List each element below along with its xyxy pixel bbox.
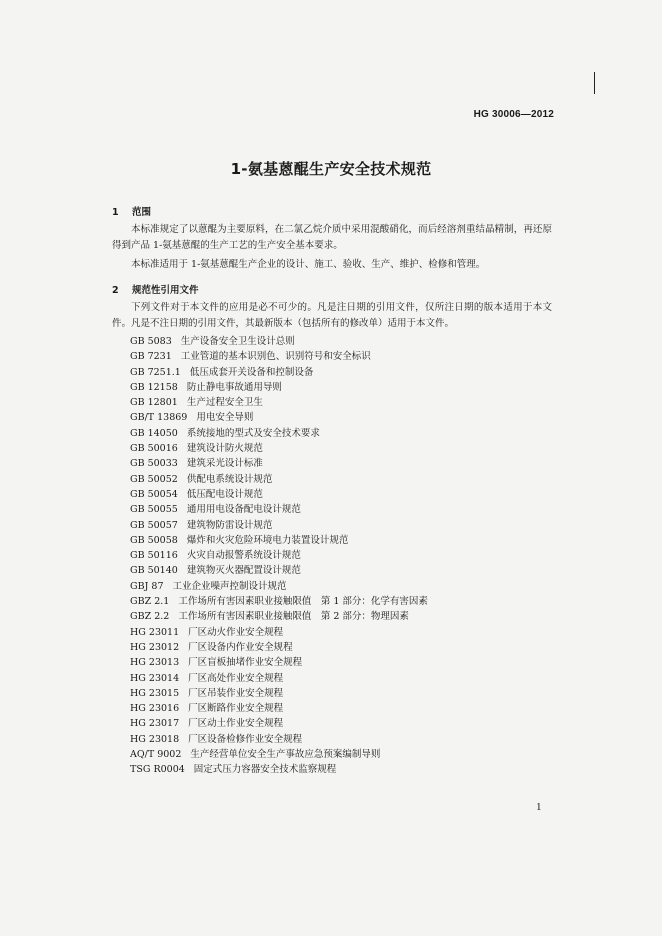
reference-title: 用电安全导则 bbox=[196, 412, 254, 424]
reference-item bbox=[130, 487, 428, 502]
reference-code: GB 50033 bbox=[130, 458, 178, 470]
reference-item bbox=[130, 441, 428, 456]
section-2-paragraph-1: 下列文件对于本文件的应用是必不可少的。凡是注日期的引用文件，仅所注日期的版本适用于本文件。凡是不注日期的引用文件，其最新版本（包括所有的修改单）适用于本文件。 bbox=[112, 302, 552, 329]
reference-item bbox=[130, 533, 428, 548]
reference-title: 工业管道的基本识别色、识别符号和安全标识 bbox=[180, 351, 371, 363]
reference-title: 厂区动火作业安全规程 bbox=[188, 626, 284, 638]
section-2-heading bbox=[112, 282, 199, 296]
reference-item bbox=[130, 548, 428, 563]
reference-code: GB 7251.1 bbox=[130, 366, 181, 378]
reference-item bbox=[130, 518, 428, 533]
reference-title: 低压成套开关设备和控制设备 bbox=[189, 366, 314, 378]
reference-code: GB 50116 bbox=[130, 550, 178, 562]
reference-code: GB 50057 bbox=[130, 519, 178, 531]
reference-title: 厂区设备内作业安全规程 bbox=[188, 641, 293, 653]
reference-title: 生产过程安全卫生 bbox=[186, 397, 263, 409]
reference-item bbox=[130, 472, 428, 487]
section-1-paragraph-2: 本标准适用于 1-氨基蒽醌生产企业的设计、施工、验收、生产、维护、检修和管理。 bbox=[131, 259, 486, 270]
section-title: 规范性引用文件 bbox=[132, 285, 199, 296]
reference-title: 厂区设备检修作业安全规程 bbox=[188, 733, 303, 745]
reference-item bbox=[130, 594, 428, 609]
reference-item bbox=[130, 686, 428, 701]
reference-code: GB 50058 bbox=[130, 534, 178, 546]
reference-code: GB 12801 bbox=[130, 397, 178, 409]
reference-item bbox=[130, 701, 428, 716]
reference-title: 建筑采光设计标准 bbox=[186, 458, 263, 470]
reference-title: 供配电系统设计规范 bbox=[186, 473, 273, 485]
reference-code: GB 14050 bbox=[130, 427, 178, 439]
reference-title: 建筑物灭火器配置设计规范 bbox=[186, 565, 301, 577]
reference-item bbox=[130, 456, 428, 471]
reference-title: 厂区高处作业安全规程 bbox=[188, 672, 284, 684]
reference-code: HG 23018 bbox=[130, 733, 180, 745]
reference-code: TSG R0004 bbox=[130, 764, 185, 776]
reference-code: AQ/T 9002 bbox=[130, 749, 182, 761]
reference-code: GB 50054 bbox=[130, 488, 178, 500]
reference-title: 系统接地的型式及安全技术要求 bbox=[186, 427, 320, 439]
section-number: 1 bbox=[112, 207, 119, 218]
reference-item bbox=[130, 655, 428, 670]
reference-title: 工作场所有害因素职业接触限值 第 2 部分：物理因素 bbox=[178, 611, 409, 623]
scan-mark bbox=[594, 72, 595, 94]
reference-item bbox=[130, 365, 428, 380]
reference-list bbox=[130, 334, 428, 778]
reference-title: 通用用电设备配电设计规范 bbox=[186, 504, 301, 516]
reference-item bbox=[130, 671, 428, 686]
reference-title: 建筑物防雷设计规范 bbox=[186, 519, 273, 531]
reference-title: 厂区动土作业安全规程 bbox=[188, 718, 284, 730]
reference-code: HG 23017 bbox=[130, 718, 180, 730]
reference-code: HG 23011 bbox=[130, 626, 180, 638]
reference-item bbox=[130, 410, 428, 425]
reference-code: GB/T 13869 bbox=[130, 412, 188, 424]
reference-title: 厂区吊装作业安全规程 bbox=[188, 687, 284, 699]
section-1-paragraph-1: 本标准规定了以蒽醌为主要原料，在二氯乙烷介质中采用混酸硝化，而后经溶剂重结晶精制，再还原得到产品 1-氨基蒽醌的生产工艺的生产安全基本要求。 bbox=[112, 224, 552, 251]
reference-title: 固定式压力容器安全技术监察规程 bbox=[193, 764, 337, 776]
reference-code: GB 50052 bbox=[130, 473, 178, 485]
reference-title: 生产设备安全卫生设计总则 bbox=[180, 336, 295, 347]
reference-title: 厂区断路作业安全规程 bbox=[188, 703, 284, 715]
reference-item bbox=[130, 563, 428, 578]
reference-code: GB 50140 bbox=[130, 565, 178, 577]
reference-item bbox=[130, 334, 428, 349]
reference-code: GBZ 2.2 bbox=[130, 611, 170, 623]
reference-code: GB 5083 bbox=[130, 336, 172, 347]
reference-item bbox=[130, 732, 428, 747]
reference-item bbox=[130, 625, 428, 640]
section-number: 2 bbox=[112, 285, 119, 296]
reference-code: GB 50055 bbox=[130, 504, 178, 516]
reference-code: GB 50016 bbox=[130, 443, 178, 455]
reference-item bbox=[130, 380, 428, 395]
reference-title: 建筑设计防火规范 bbox=[186, 443, 263, 455]
reference-title: 爆炸和火灾危险环境电力装置设计规范 bbox=[186, 534, 349, 546]
reference-title: 低压配电设计规范 bbox=[186, 488, 263, 500]
document-title: 1-氨基蒽醌生产安全技术规范 bbox=[230, 160, 432, 178]
reference-title: 工业企业噪声控制设计规范 bbox=[172, 580, 287, 592]
section-title: 范围 bbox=[132, 207, 152, 218]
reference-item bbox=[130, 502, 428, 517]
reference-item bbox=[130, 716, 428, 731]
reference-item bbox=[130, 579, 428, 594]
section-1-heading bbox=[112, 204, 151, 218]
reference-code: HG 23016 bbox=[130, 703, 180, 715]
reference-code: GBZ 2.1 bbox=[130, 596, 170, 608]
reference-code: GBJ 87 bbox=[130, 580, 164, 592]
reference-title: 防止静电事故通用导则 bbox=[186, 381, 282, 393]
reference-item bbox=[130, 349, 428, 364]
reference-code: HG 23012 bbox=[130, 641, 180, 653]
reference-item bbox=[130, 747, 428, 762]
reference-title: 工作场所有害因素职业接触限值 第 1 部分：化学有害因素 bbox=[178, 596, 428, 608]
reference-code: GB 12158 bbox=[130, 381, 178, 393]
reference-title: 厂区盲板抽堵作业安全规程 bbox=[188, 657, 303, 669]
reference-item bbox=[130, 395, 428, 410]
reference-item bbox=[130, 426, 428, 441]
reference-title: 生产经营单位安全生产事故应急预案编制导则 bbox=[190, 749, 381, 761]
reference-code: GB 7231 bbox=[130, 351, 172, 363]
reference-item bbox=[130, 762, 428, 777]
standard-number: HG 30006—2012 bbox=[473, 109, 554, 120]
page-number: 1 bbox=[536, 801, 542, 813]
reference-item bbox=[130, 609, 428, 624]
reference-code: HG 23014 bbox=[130, 672, 180, 684]
reference-title: 火灾自动报警系统设计规范 bbox=[186, 550, 301, 562]
reference-code: HG 23015 bbox=[130, 687, 180, 699]
reference-code: HG 23013 bbox=[130, 657, 180, 669]
reference-item bbox=[130, 640, 428, 655]
